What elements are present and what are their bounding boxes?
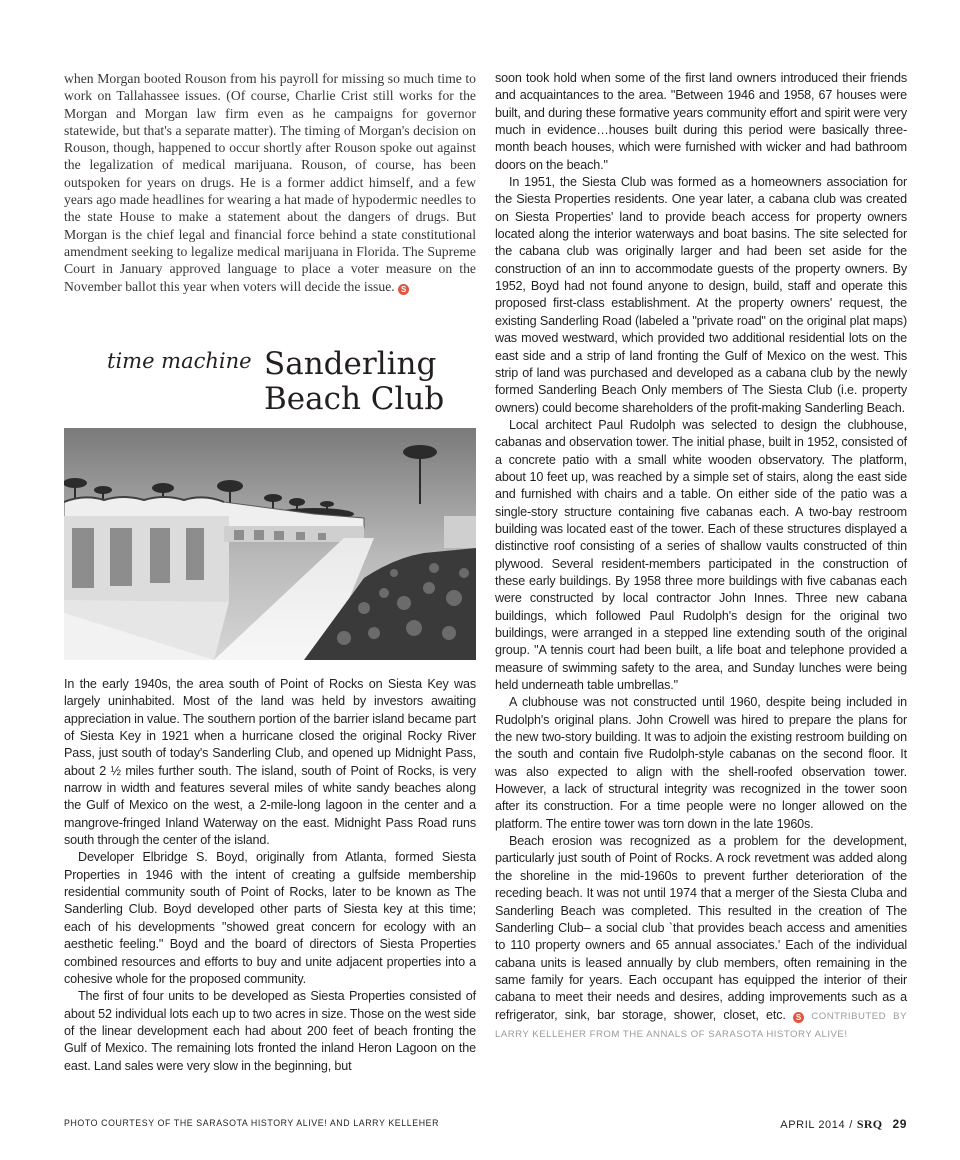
article-right-column (495, 70, 907, 1043)
folio-separator: / (849, 1119, 853, 1131)
article-paragraph-4: In 1951, the Siesta Club was formed as a homeowners association for the Siesta Properties residents. One year later, a cabana club was created on Siesta Properties' land to provide beach access for property owners located along the interior waterways and boat basins. The site selected for the cabana club was originally larger and had been set aside for the construction of an inn to accommodate guests of the property owners. By 1952, Boyd had not found anyone to design, build, staff and operate this proposed first-class establishment. At the property owners' request, the existing Sanderling Road (labeled a "private road" on the original plat maps) was moved westward, which provided two additional residential lots on the east side and a strip of land fronting the Gulf of Mexico on the west. This strip of land was purchased and developed as a cabana club by the newly formed Sanderling Beach Only members of The Siesta Club (i.e. property owners) could become shareholders of the profit-making Sanderling Beach. (495, 175, 907, 415)
article-continuation: soon took hold when some of the first land owners introduced their friends and acquaintances to the area. "Between 1946 and 1958, 67 houses were built, and during these formative years community effort and spirit were very much in evidence…houses built during this period were basically three-month beach houses, which were furnished with wicker and had bathroom doors on the beach." (495, 71, 907, 172)
page-number: 29 (892, 1117, 907, 1131)
article-paragraph-5: Local architect Paul Rudolph was selected to design the clubhouse, cabanas and observation tower. The initial phase, built in 1952, consisted of a concrete patio with a small white wooden observatory. The platform, about 10 feet up, was reached by a simple set of stairs, along the east side and furnished with chairs and a table. On either side of the patio was a single-story structure containing five cabanas each. A two-bay restroom building was located east of the tower. Each of these structures displayed a distinctive roof consisting of a series of shallow vaults constructed of thin plywood. Several resident-members participated in the construction of these early buildings. By 1958 three more buildings with five cabanas each were constructed by local contractor John Innes. Three new cabana buildings, which followed Paul Rudolph's design for the original two buildings, were arranged in a stepped line extending south of the original group. "A tennis court had been built, a life boat and telephone provided a measure of swimming safety to the area, and Sunday lunches were being held underneath table umbrellas." (495, 417, 907, 693)
beach-cabanas-photo (64, 428, 476, 660)
article-title-line-2: Beach Club (264, 381, 445, 417)
end-of-article-icon: S (398, 284, 409, 295)
article-paragraph-3: The first of four units to be developed as Siesta Properties consisted of about 52 individual lots each up to two acres in size. Those on the west side of the linear development each had about 200 feet of beach fronting the Gulf of Mexico. The remaining lots fronted the inland Heron Lagoon on the east. Land sales were very slow in the beginning, but (64, 989, 476, 1073)
article-title (264, 347, 444, 417)
section-kicker: time machine (107, 349, 252, 373)
contributor-credit: CONTRIBUTED BY LARRY KELLEHER FROM THE ANNALS OF SARASOTA HISTORY ALIVE! (495, 1010, 907, 1040)
photo-credit: PHOTO COURTESY OF THE SARASOTA HISTORY ALIVE! AND LARRY KELLEHER (64, 1118, 440, 1128)
article-paragraph-7: Beach erosion was recognized as a problem for the development, particularly just south of Point of Rocks. A rock revetment was added along the shoreline in the mid-1960s to prevent further deterioration of the receding beach. It was not until 1974 that a merger of the Siesta Cluba and Sanderling Beach was completed. This resulted in the creation of The Sanderling Club– a social club `that provides beach access and amenities to 110 property owners and 65 annual associates.' Each of the individual cabana units is leased annually by club members, often remaining in the same family for years. Each occupant has equipped the interior of their cabana to meet their needs and desires, adding improvements such as a refrigerator, sink, bar storage, shower, closet, etc. S CONTRIBUTED BY LARRY KELLEHER FROM THE ANNALS OF SARASOTA HISTORY ALIVE! (495, 834, 907, 1040)
article-title-line-1: Sanderling (264, 346, 437, 382)
previous-article-text: when Morgan booted Rouson from his payroll for missing so much time to work on Tallahassee issues. (Of course, Charlie Crist still works for the Morgan and Morgan law firm even as he campaigns for governor statewide, but that's a separate matter). The timing of Morgan's decision on Rouson, though, happened to occur shortly after Rouson spoke out against the legalization of medical marijuana. Rouson, of course, has been outspoken for years on drugs. He is a former addict himself, and a few years ago made headlines for wearing a hat made of hypodermic needles to the state House to make a statement about the dangers of drugs. But Morgan is the chief legal and financial force behind a state constitutional amendment seeking to legalize medical marijuana in Florida. The Supreme Court in January approved language to place a voter measure on the November ballot this year when voters will decide the issue. S (64, 71, 476, 294)
previous-article-column (64, 70, 476, 295)
article-paragraph-2: Developer Elbridge S. Boyd, originally from Atlanta, formed Siesta Properties in 1946 with the intent of creating a gulfside membership residential community south of Point of Rocks, later to be known as The Sanderling Club. Boyd developed other parts of Siesta key at this time; each of his developments "showed great concern for ecology with an aesthetic feeling." Boyd and the board of directors of Siesta Properties combined resources and efforts to buy and unite adjacent properties into a cohesive whole for the proposed community. (64, 850, 476, 986)
end-of-article-icon: S (793, 1012, 804, 1023)
article-left-column (64, 676, 476, 1075)
article-headline (64, 347, 476, 419)
magazine-name: SRQ (856, 1117, 883, 1131)
issue-date: APRIL 2014 (780, 1119, 846, 1131)
article-paragraph-1: In the early 1940s, the area south of Point of Rocks on Siesta Key was largely uninhabited. Most of the land was held by investors awaiting appreciation in value. The southern portion of the barrier island became part of Siesta Key in 1921 when a hurricane closed the original Rocky River Pass, just south of today's Sanderling Club, and opened up Midnight Pass, about 2 ½ miles further south. The island, south of Point of Rocks, is very narrow in width and features several miles of white sandy beaches along the Gulf of Mexico on the west, a 2-mile-long lagoon in the center and a mangrove-fringed Inland Waterway on the east. Midnight Pass Road runs south through the center of the island. (64, 677, 476, 848)
article-paragraph-6: A clubhouse was not constructed until 1960, despite being included in Rudolph's original plans. John Crowell was hired to prepare the plans for the new two-story building. It was to adjoin the existing restroom building on the south and contain five Rudolph-style cabanas on the second floor. It was also expected to align with the shell-roofed observation tower. However, a lack of structural integrity was recognized in the tower soon after its construction. For a time people were no longer allowed on the platform. The entire tower was torn down in the late 1960s. (495, 695, 907, 831)
page-folio (780, 1117, 907, 1132)
